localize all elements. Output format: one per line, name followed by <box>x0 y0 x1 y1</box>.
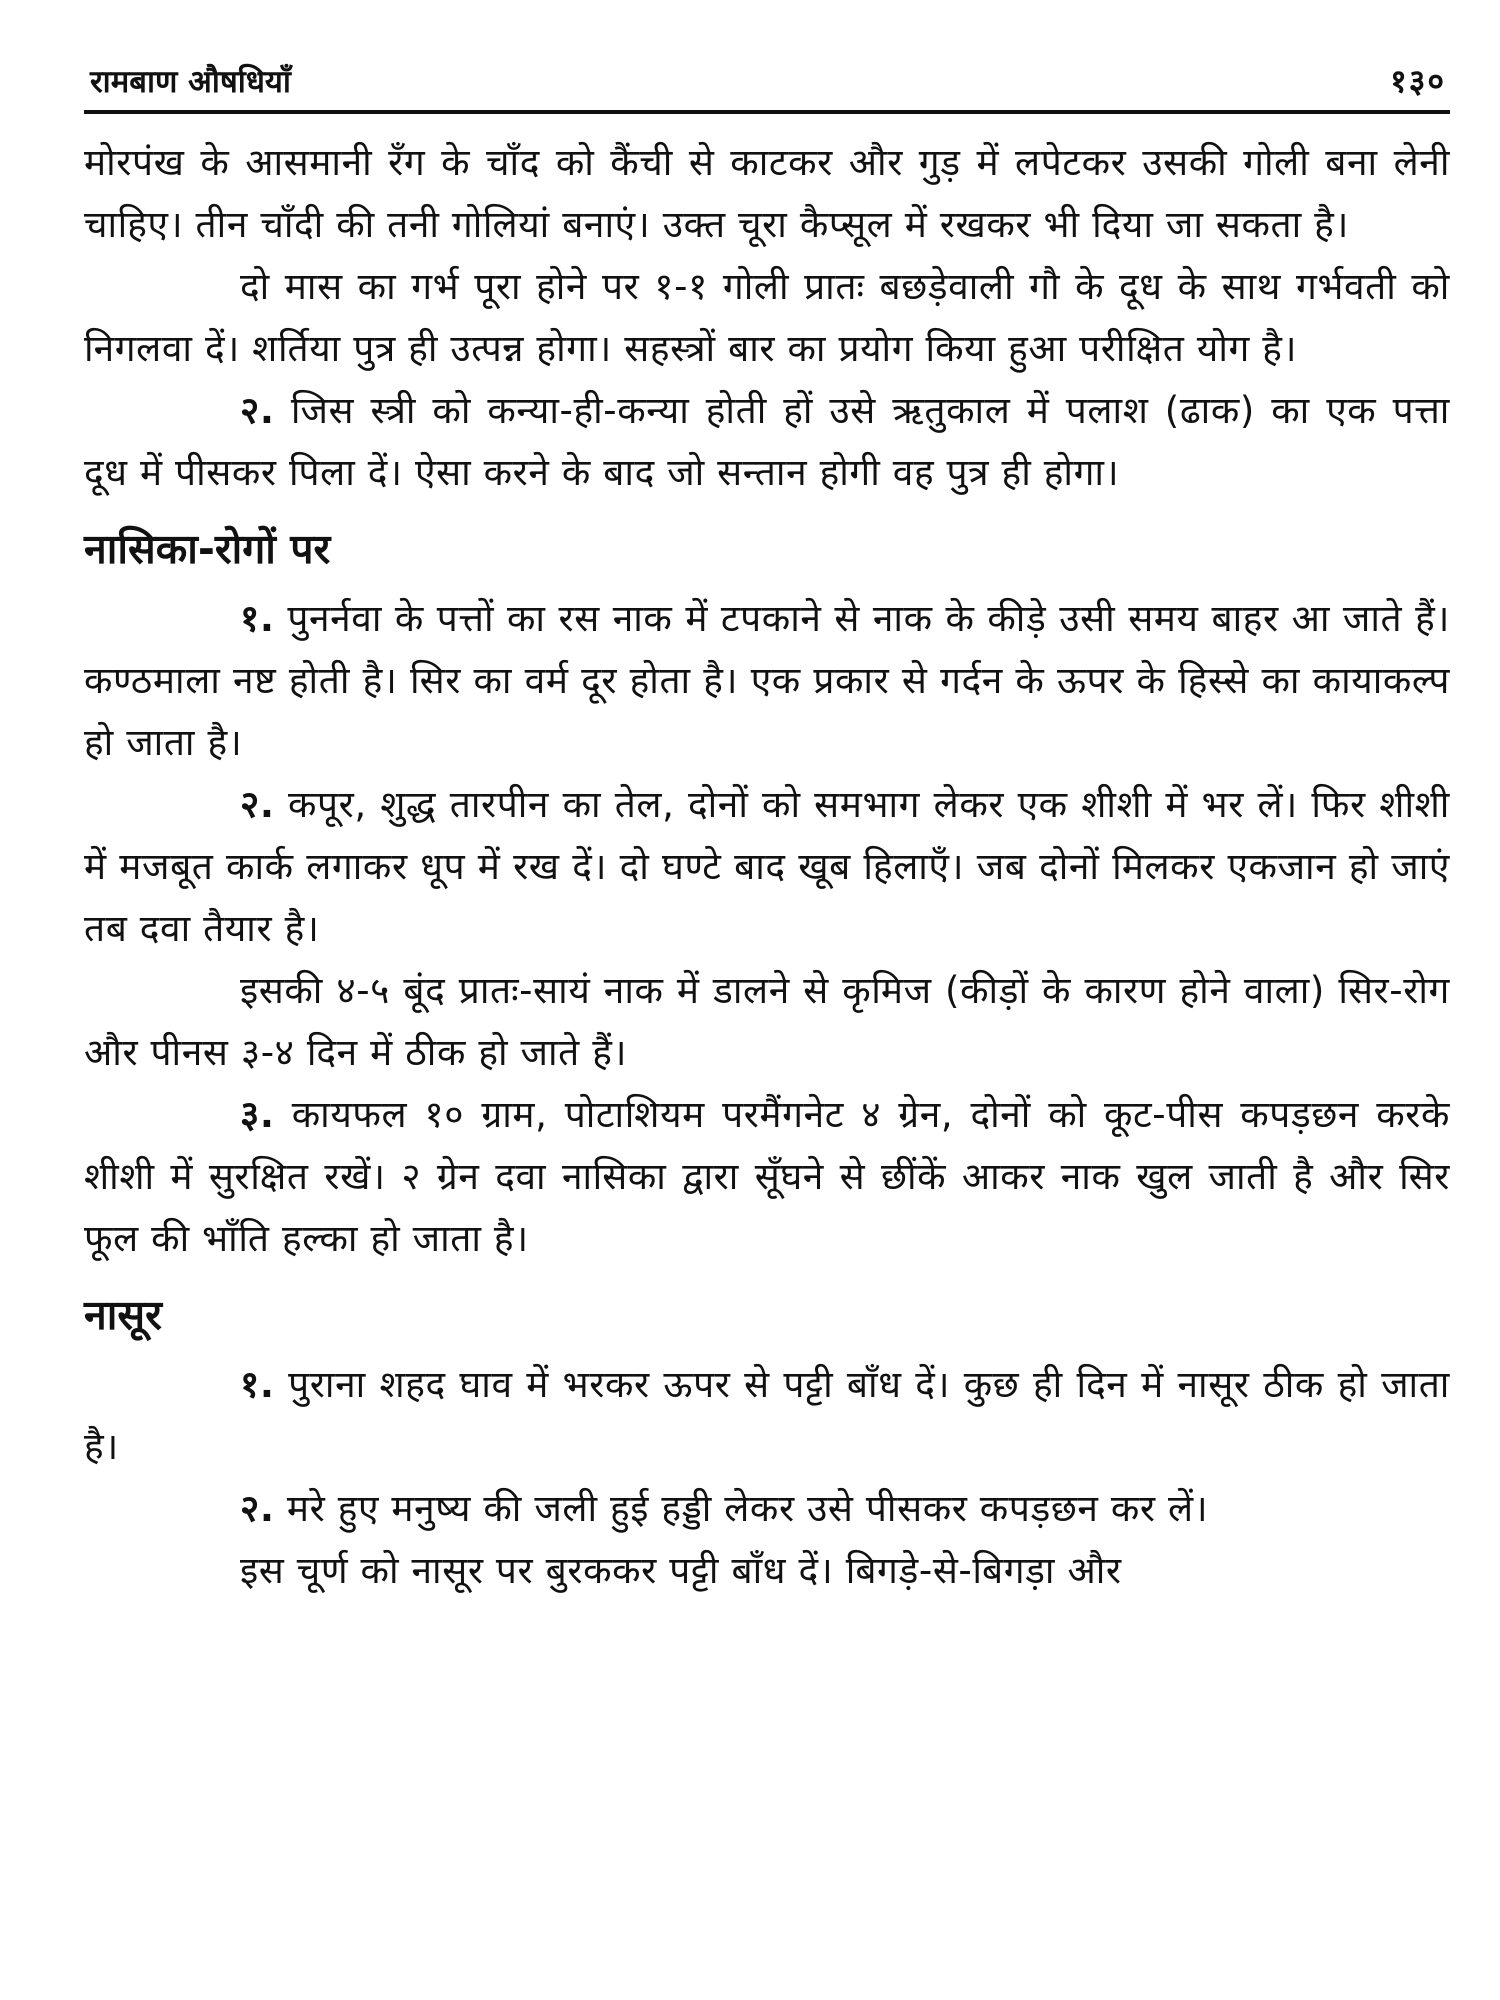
paragraph-text: कायफल १० ग्राम, पोटाशियम परमैंगनेट ४ ग्रेन, दोनों को कूट-पीस कपड़छन करके शीशी में सुरक्षित रखें। २ ग्रेन दवा नासिका द्वारा सूँघने से छींकें आकर नाक खुल जाती है और सिर फूल की भाँति हल्का हो जाता है। <box>84 1093 1450 1260</box>
numbered-paragraph <box>84 588 1450 774</box>
item-number: १. <box>240 597 275 640</box>
numbered-paragraph <box>84 774 1450 960</box>
paragraph: दो मास का गर्भ पूरा होने पर १-१ गोली प्रातः बछड़ेवाली गौ के दूध के साथ गर्भवती को निगलवा दें। शर्तिया पुत्र ही उत्पन्न होगा। सहस्त्रों बार का प्रयोग किया हुआ परीक्षित योग है। <box>84 265 1450 370</box>
item-number: १. <box>240 1363 275 1406</box>
book-title: रामबाण औषधियाँ <box>90 64 291 100</box>
section-heading: नासूर <box>84 1291 162 1339</box>
item-number: २. <box>240 389 275 432</box>
numbered-paragraph <box>84 1084 1450 1270</box>
paragraph: इसकी ४-५ बूंद प्रातः-सायं नाक में डालने से कृमिज (कीड़ों के कारण होने वाला) सिर-रोग और पीनस ३-४ दिन में ठीक हो जाते हैं। <box>84 969 1450 1074</box>
running-header <box>84 44 1450 114</box>
numbered-paragraph <box>84 1354 1450 1478</box>
item-number: २. <box>240 783 275 826</box>
numbered-paragraph <box>84 1478 1450 1540</box>
paragraph-text: मरे हुए मनुष्य की जली हुई हड्डी लेकर उसे पीसकर कपड़छन कर लें। <box>286 1487 1209 1530</box>
paragraph: मोरपंख के आसमानी रँग के चाँद को कैंची से काटकर और गुड़ में लपेटकर उसकी गोली बना लेनी चाहिए। तीन चाँदी की तनी गोलियां बनाएं। उक्त चूरा कैप्सूल में रखकर भी दिया जा सकता है। <box>84 141 1450 246</box>
item-number: २. <box>240 1487 275 1530</box>
paragraph-text: पुराना शहद घाव में भरकर ऊपर से पट्टी बाँध दें। कुछ ही दिन में नासूर ठीक हो जाता है। <box>84 1363 1450 1468</box>
numbered-paragraph <box>84 380 1450 504</box>
item-number: ३. <box>240 1093 275 1136</box>
paragraph-text: पुनर्नवा के पत्तों का रस नाक में टपकाने से नाक के कीड़े उसी समय बाहर आ जाते हैं। कण्ठमाला नष्ट होती है। सिर का वर्म दूर होता है। एक प्रकार से गर्दन के ऊपर के हिस्से का कायाकल्प हो जाता है। <box>84 597 1450 764</box>
section-heading: नासिका-रोगों पर <box>84 525 331 573</box>
page-body <box>84 132 1450 1602</box>
page-number: १३० <box>1390 62 1446 100</box>
paragraph-text: कपूर, शुद्ध तारपीन का तेल, दोनों को समभाग लेकर एक शीशी में भर लें। फिर शीशी में मजबूत कार्क लगाकर धूप में रख दें। दो घण्टे बाद खूब हिलाएँ। जब दोनों मिलकर एकजान हो जाएं तब दवा तैयार है। <box>84 783 1450 950</box>
book-page <box>84 44 1450 1602</box>
paragraph: इस चूर्ण को नासूर पर बुरककर पट्टी बाँध दें। बिगड़े-से-बिगड़ा और <box>240 1549 1122 1592</box>
paragraph-text: जिस स्त्री को कन्या-ही-कन्या होती हों उसे ऋतुकाल में पलाश (ढाक) का एक पत्ता दूध में पीसकर पिला दें। ऐसा करने के बाद जो सन्तान होगी वह पुत्र ही होगा। <box>84 389 1450 494</box>
